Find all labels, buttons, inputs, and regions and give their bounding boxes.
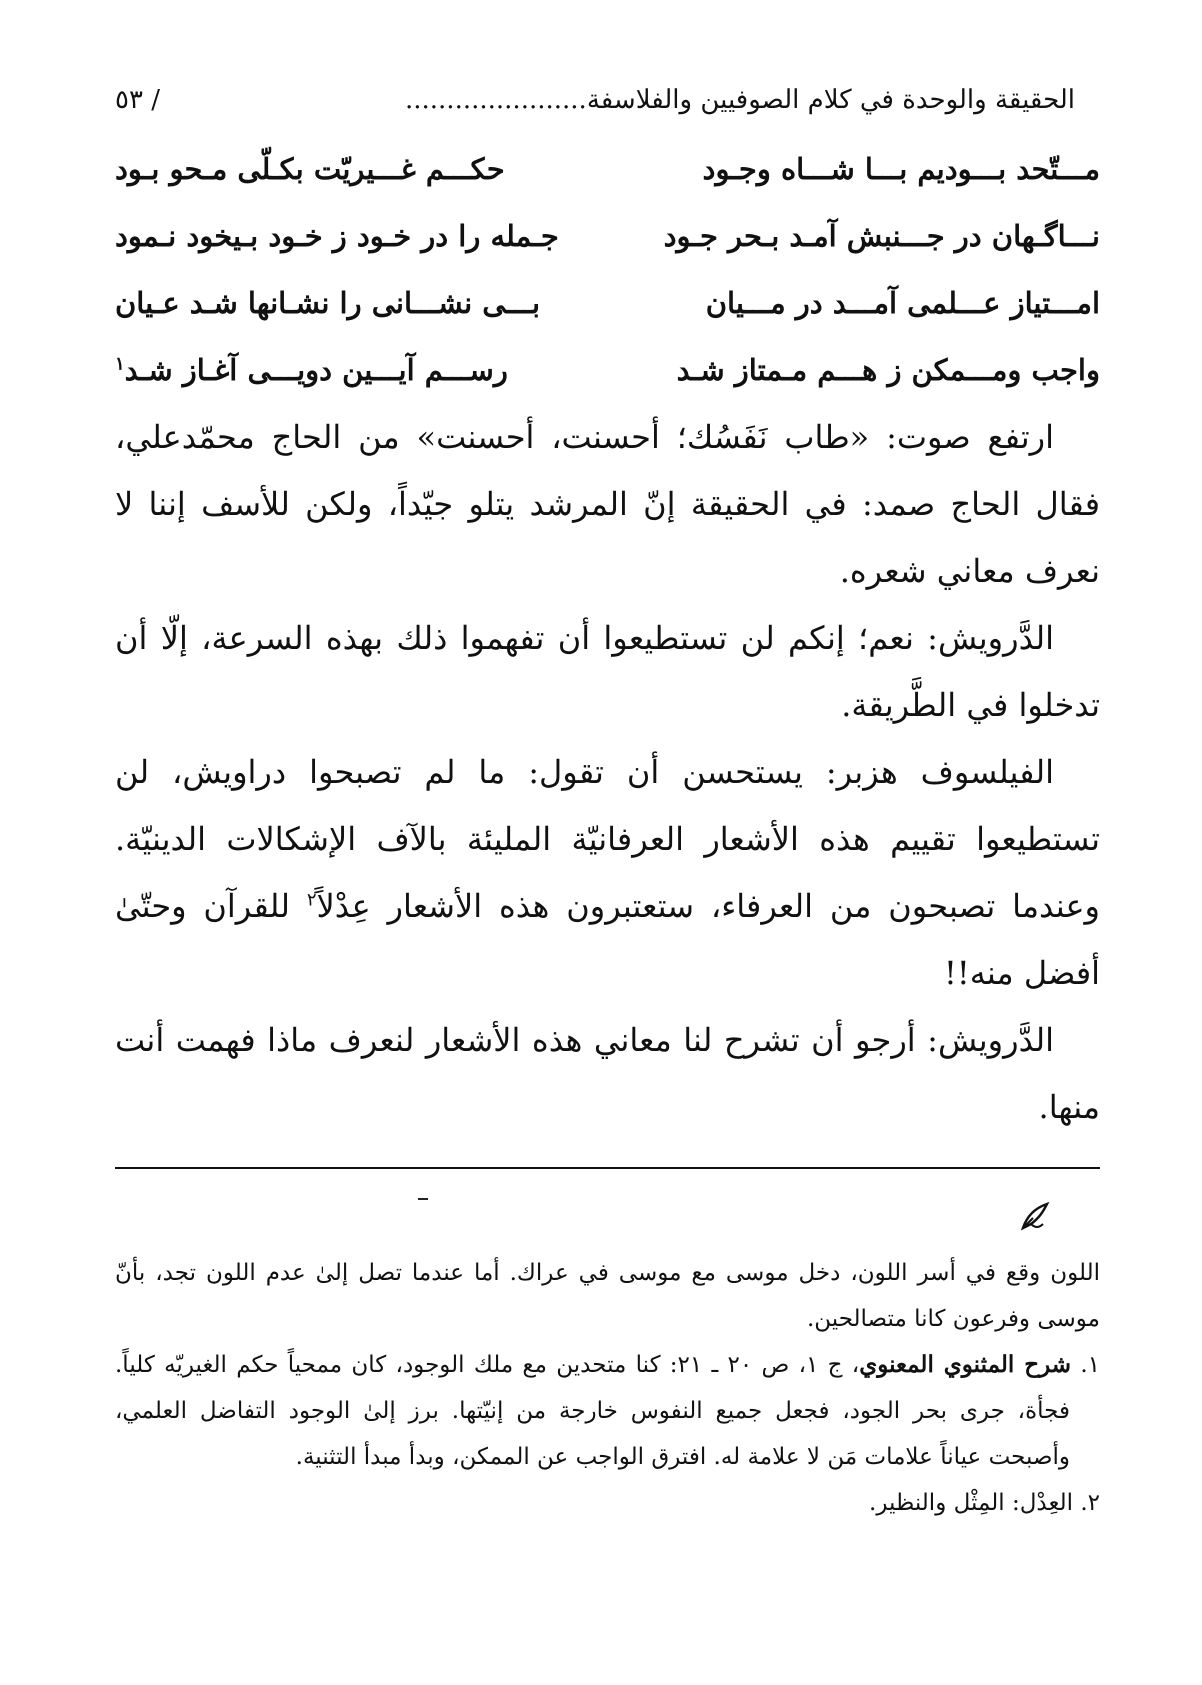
verse-hemistich-right: واجب ومـــمكن ز هـــم مـمتاز شـد <box>676 353 1100 387</box>
footnotes <box>115 1250 1100 1526</box>
footnote-number: ٢. <box>1080 1490 1100 1516</box>
verse-hemistich-left: بـــى نشـــانى را نشـانها شـد عـيان <box>115 286 541 320</box>
paragraph-text: للقرآن وحتّىٰ أفضل منه!! <box>115 887 1100 992</box>
verse-hemistich-right: مـــتّحد بـــوديم بـــا شـــاه وجـود <box>702 152 1100 186</box>
verse-hemistich-right: نـــاگـهان در جـــنبش آمـد بـحر جـود <box>663 219 1100 253</box>
verse-line <box>115 275 1100 331</box>
footnote-continuation: اللون وقع في أسر اللون، دخل موسى مع موسى في عراك. أما عندما تصل إلىٰ عدم اللون تجد، بأنّ موسى وفرعون كانا متصالحين. <box>115 1260 1100 1332</box>
pen-nib-icon <box>1017 1198 1057 1238</box>
paragraph: ارتفع صوت: «طاب نَفَسُك؛ أحسنت، أحسنت» من الحاج محمّدعلي، فقال الحاج صمد: في الحقيقة إنّ المرشد يتلو جيّداً، ولكن للأسف إننا لا نعرف معاني شعره. <box>115 418 1100 590</box>
footnote-2 <box>115 1480 1100 1526</box>
running-header <box>115 80 1075 120</box>
paragraph <box>115 739 1100 1007</box>
page-number: / ٥٣ <box>115 85 160 115</box>
header-leader-dots: ...................... <box>404 85 587 115</box>
footnote-1 <box>115 1342 1100 1480</box>
verse-hemistich-left-text: رســـم آيـــين دويـــى آغـاز شـد <box>124 353 508 387</box>
footnote-ref: ١ <box>115 353 125 375</box>
verse-hemistich-right: امـــتياز عـــلمى آمـــد در مـــيان <box>705 286 1100 320</box>
paragraph-text: الفيلسوف هزبر: يستحسن أن تقول: ما لم تصبحوا دراويش، لن تستطيعوا تقييم هذه الأشعار العرفانيّة المليئة بالآف الإشكالات الدينيّة. وعندما تصبحون من العرفاء، ستعتبرون هذه الأشعار عِدْلاً <box>115 753 1101 925</box>
footnote-source-title: شرح المثنوي المعنوي <box>859 1351 1072 1378</box>
footnote-number: ١. <box>1080 1352 1100 1378</box>
header-title <box>405 80 1075 120</box>
footnote-text: العِدْل: المِثْل والنظير. <box>869 1490 1074 1516</box>
verse-line <box>115 141 1100 197</box>
verse-hemistich-left: حكـــم غـــيريّت بكـلّى مـحو بـود <box>115 152 505 186</box>
body-text <box>115 404 1100 1141</box>
footnote-separator <box>115 1167 1100 1169</box>
header-title-text: الحقيقة والوحدة في كلام الصوفيين والفلاسفة <box>586 85 1075 115</box>
verse-hemistich-left: جـمله را در خـود ز خـود بـيخود نـمود <box>115 219 559 253</box>
paragraph: الدَّرويش: نعم؛ إنكم لن تستطيعوا أن تفهموا ذلك بهذه السرعة، إلّا أن تدخلوا في الطَّريقة. <box>115 619 1100 724</box>
footnote-text: ، ج ١، ص ٢٠ ـ ٢١: كنا متحدين مع ملك الوجود، كان ممحياً حكم الغيريّه كلياً. فجأة، جرى بحر الجود، فجعل جميع النفوس خارجة من إنيّتها. برز إلىٰ الوجود التفاضل العلمي، وأصبحت عياناً علامات مَن لا علامة له. افترق الواجب عن الممكن، وبدأ مبدأ التثنية. <box>115 1352 1070 1470</box>
verse-line <box>115 342 1100 398</box>
separator-dash <box>418 1198 428 1200</box>
paragraph: الدَّرويش: أرجو أن تشرح لنا معاني هذه الأشعار لنعرف ماذا فهمت أنت منها. <box>115 1021 1100 1126</box>
verse-line <box>115 208 1100 264</box>
verse-hemistich-left <box>115 342 508 398</box>
footnote-ref: ٢ <box>306 889 317 911</box>
